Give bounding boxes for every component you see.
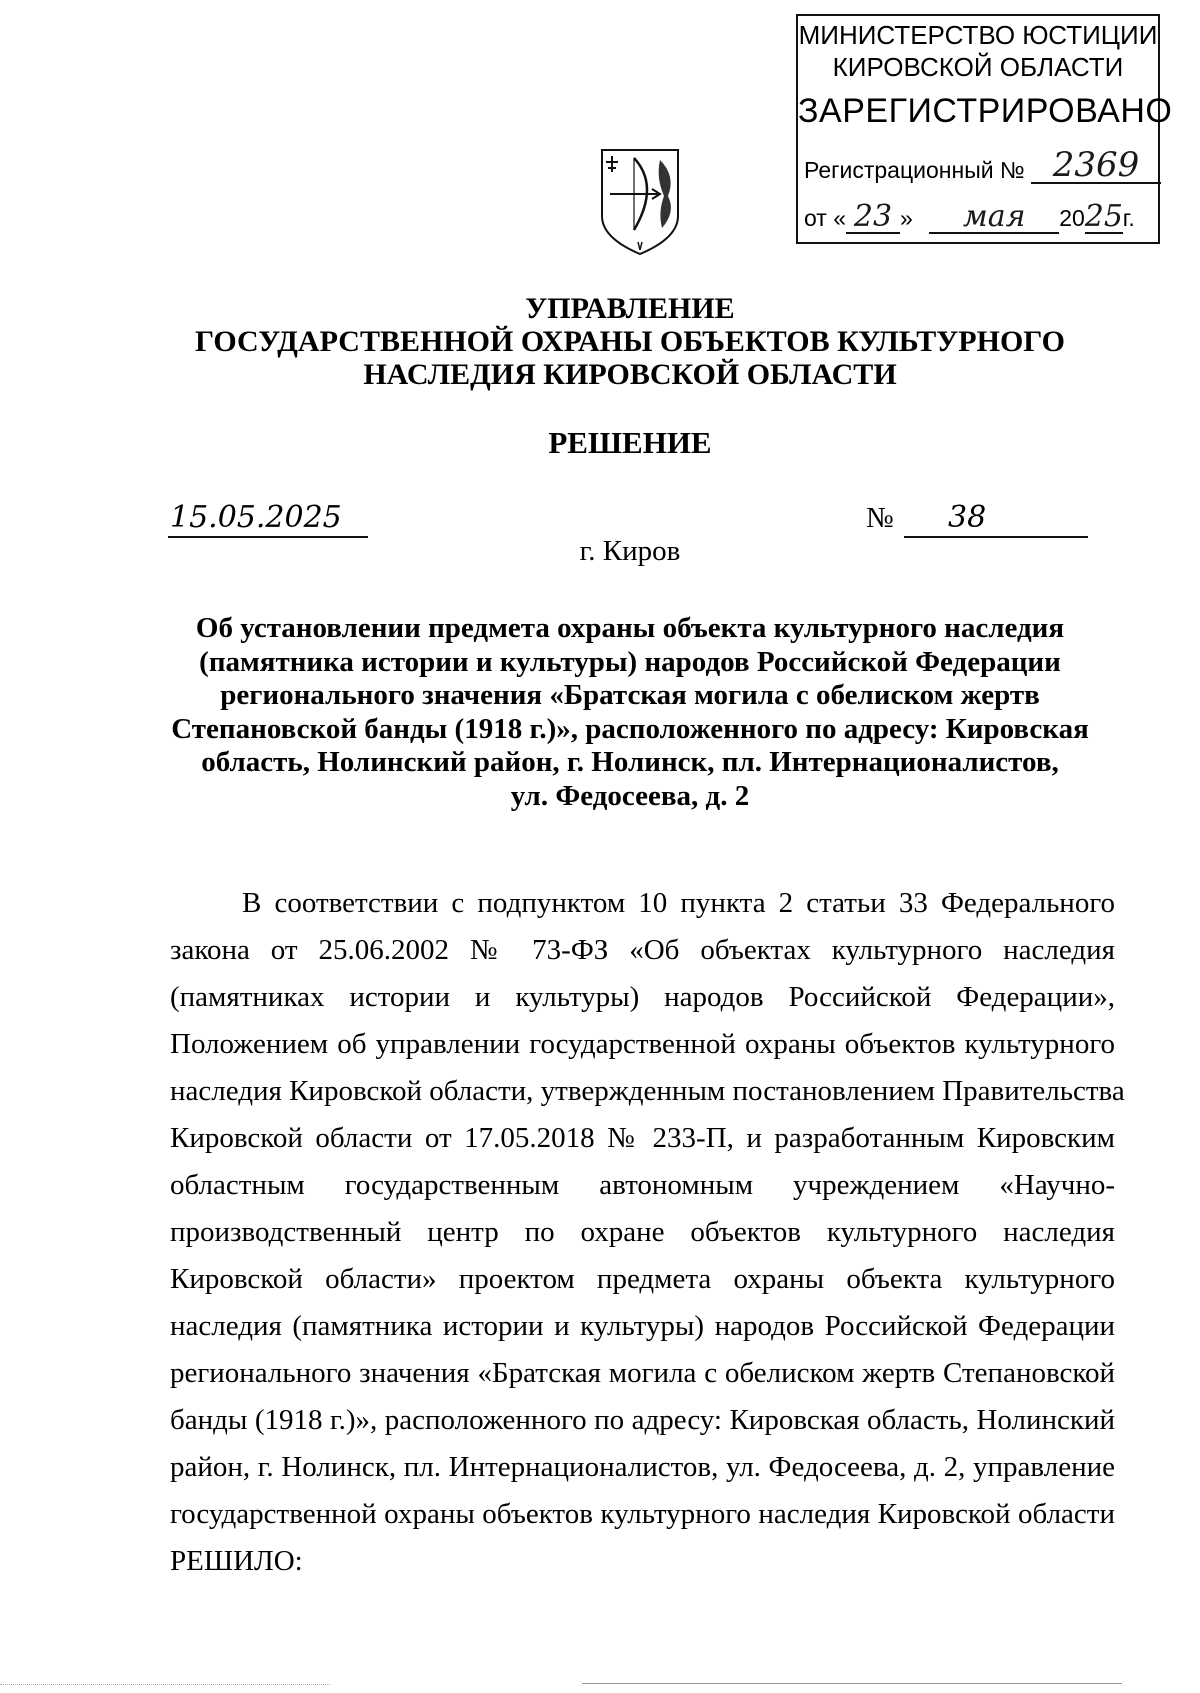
decision-body [170, 880, 1125, 1585]
stamp-date-month: мая [929, 202, 1059, 234]
registration-stamp [796, 14, 1173, 244]
body-resolution-word: РЕШИЛО: [170, 1545, 303, 1577]
stamp-region-line: КИРОВСКОЙ ОБЛАСТИ [832, 52, 1124, 82]
decision-number: 38 [904, 500, 1088, 538]
body-line: регионального значения «Братская могила с обелиском жертв Степановской [170, 1357, 1115, 1389]
org-name-line-1: УПРАВЛЕНИЕ [525, 292, 735, 325]
subject-line: область, Нолинский район, г. Нолинск, пл. Интернационалистов, [201, 746, 1059, 778]
body-line: закона от 25.06.2002 № 73-ФЗ «Об объектах культурного наследия [170, 934, 1115, 966]
stamp-year-prefix: 20 [1059, 205, 1085, 231]
stamp-date-day: 23 [846, 202, 900, 234]
coat-of-arms-icon [598, 146, 682, 256]
org-name-line-2: ГОСУДАРСТВЕННОЙ ОХРАНЫ ОБЪЕКТОВ КУЛЬТУРНОГО [195, 325, 1065, 358]
body-line: наследия (памятника истории и культуры) народов Российской Федерации [170, 1310, 1115, 1342]
body-line: (памятниках истории и культуры) народов Российской Федерации», [170, 981, 1115, 1013]
subject-line: регионального значения «Братская могила с обелиском жертв [220, 679, 1040, 711]
subject-line: (памятника истории и культуры) народов Российской Федерации [199, 645, 1061, 678]
stamp-ministry-line: МИНИСТЕРСТВО ЮСТИЦИИ [798, 20, 1158, 50]
subject-line: ул. Федосеева, д. 2 [510, 779, 750, 812]
stamp-date-prefix: от « [804, 205, 847, 231]
subject-line: Степановской банды (1918 г.)», расположенного по адресу: Кировская [171, 712, 1089, 745]
body-line: областным государственным автономным учреждением «Научно- [170, 1169, 1115, 1201]
stamp-date-mid: » [900, 205, 913, 231]
body-line: государственной охраны объектов культурного наследия Кировской области [170, 1498, 1115, 1530]
stamp-year-end: г. [1122, 205, 1135, 231]
stamp-reg-number: 2369 [1031, 148, 1161, 184]
stamp-date-row [804, 199, 1135, 234]
body-line: банды (1918 г.)», расположенного по адресу: Кировская область, Нолинский [170, 1404, 1115, 1436]
bottom-rule [582, 1683, 1122, 1684]
subject-line: Об установлении предмета охраны объекта культурного наследия [195, 612, 1065, 644]
stamp-reg-label: Регистрационный № [804, 157, 1025, 183]
decision-number-label: № [866, 502, 894, 534]
body-line: Кировской области» проектом предмета охраны объекта культурного [170, 1263, 1115, 1295]
decision-subject [150, 612, 1110, 813]
body-line: производственный центр по охране объектов культурного наследия [170, 1216, 1115, 1248]
scan-edge-artifact [0, 1684, 330, 1685]
stamp-registration-row [804, 145, 1161, 185]
body-line: Кировской области от 17.05.2018 № 233-П, и разработанным Кировским [170, 1122, 1115, 1154]
body-line: наследия Кировской области, утвержденным постановлением Правительства [170, 1075, 1125, 1107]
decision-city: г. Киров [579, 535, 681, 567]
body-line: Положением об управлении государственной охраны объектов культурного [170, 1028, 1115, 1060]
stamp-status: ЗАРЕГИСТРИРОВАНО [798, 92, 1173, 130]
org-name-line-3: НАСЛЕДИЯ КИРОВСКОЙ ОБЛАСТИ [363, 358, 897, 391]
decision-date: 15.05.2025 [168, 500, 368, 538]
stamp-year-suffix: 25 [1084, 199, 1123, 234]
document-type-title: РЕШЕНИЕ [548, 425, 712, 460]
body-line: район, г. Нолинск, пл. Интернационалистов, ул. Федосеева, д. 2, управление [170, 1451, 1115, 1483]
body-line: В соответствии с подпунктом 10 пункта 2 статьи 33 Федерального [242, 887, 1115, 919]
